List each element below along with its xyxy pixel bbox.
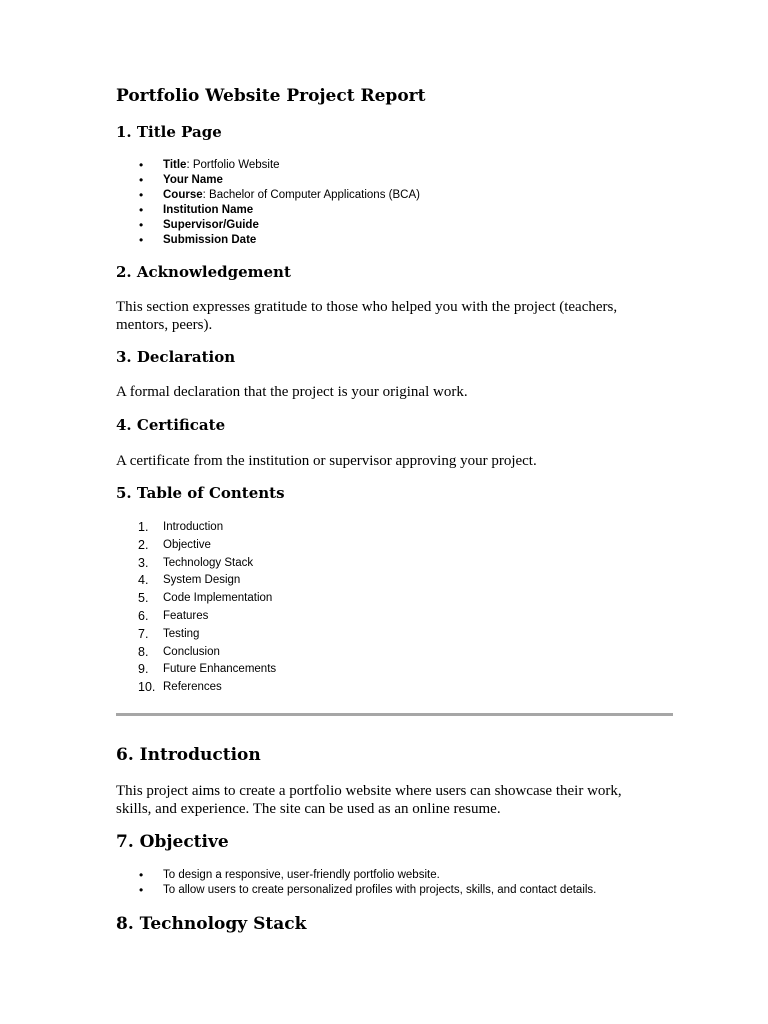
list-item: 3. Technology Stack	[138, 555, 254, 570]
section-heading-objective: 7. Objective	[116, 832, 229, 852]
list-item	[116, 233, 420, 248]
list-item: 6. Features	[138, 608, 209, 623]
list-item: 1. Introduction	[138, 520, 224, 534]
introduction-text: This project aims to create a portfolio website where users can showcase their work, skills, and experience. The site can be used as an online resume.	[116, 783, 622, 817]
toc-entry: Features	[163, 609, 209, 622]
certificate-text: A certificate from the institution or supervisor approving your project.	[116, 453, 537, 469]
list-item	[116, 218, 420, 233]
list-item: 8. Conclusion	[138, 644, 220, 659]
section-heading-declaration: 3. Declaration	[116, 348, 236, 366]
list-item: 5. Code Implementation	[138, 591, 273, 606]
objective-list	[116, 868, 596, 898]
section-heading-technology-stack: 8. Technology Stack	[116, 914, 307, 934]
table-of-contents-list	[116, 519, 276, 697]
item-label: Your Name	[163, 174, 223, 186]
declaration-text: A formal declaration that the project is your original work.	[116, 384, 468, 400]
acknowledgement-text: This section expresses gratitude to those who helped you with the project (teachers, mentors, peers).	[116, 299, 618, 333]
document-title: Portfolio Website Project Report	[116, 86, 426, 106]
item-value: Portfolio Website	[189, 159, 280, 171]
list-item: • To design a responsive, user-friendly portfolio website.	[116, 868, 596, 883]
list-item: 4. System Design	[138, 573, 241, 588]
section-heading-acknowledgement: 2. Acknowledgement	[116, 263, 291, 281]
section-heading-introduction: 6. Introduction	[116, 745, 261, 765]
toc-entry: Future Enhancements	[163, 663, 277, 676]
item-label: Course	[163, 189, 203, 201]
list-item: 2. Objective	[138, 537, 211, 552]
toc-entry: Introduction	[163, 521, 224, 533]
item-value: Bachelor of Computer Applications (BCA)	[205, 189, 420, 201]
section-heading-title-page: 1. Title Page	[116, 123, 222, 141]
section-heading-certificate: 4. Certificate	[116, 416, 226, 434]
list-item: 7. Testing	[138, 626, 200, 641]
list-item	[116, 173, 420, 188]
toc-entry: Code Implementation	[163, 592, 273, 605]
item-label: Supervisor/Guide	[163, 219, 259, 231]
toc-entry: System Design	[163, 574, 241, 587]
list-item	[116, 203, 420, 218]
section-heading-table-of-contents: 5. Table of Contents	[116, 484, 285, 502]
toc-entry: Technology Stack	[163, 556, 254, 569]
title-page-list	[116, 158, 420, 248]
list-item: • Course: Bachelor of Computer Applications (BCA)	[116, 188, 420, 203]
list-item: 9. Future Enhancements	[138, 662, 277, 677]
toc-entry: Objective	[163, 538, 211, 551]
list-item: • Title: Portfolio Website	[116, 158, 420, 173]
toc-entry: Testing	[163, 627, 200, 640]
toc-entry: References	[163, 681, 222, 694]
toc-entry: Conclusion	[163, 645, 220, 658]
item-label: Submission Date	[163, 234, 257, 246]
list-item: 10. References	[138, 680, 222, 695]
item-label: Institution Name	[163, 204, 254, 216]
list-item: • To allow users to create personalized profiles with projects, skills, and contact details.	[116, 883, 596, 898]
item-label: Title	[163, 159, 187, 171]
horizontal-divider	[116, 713, 673, 716]
